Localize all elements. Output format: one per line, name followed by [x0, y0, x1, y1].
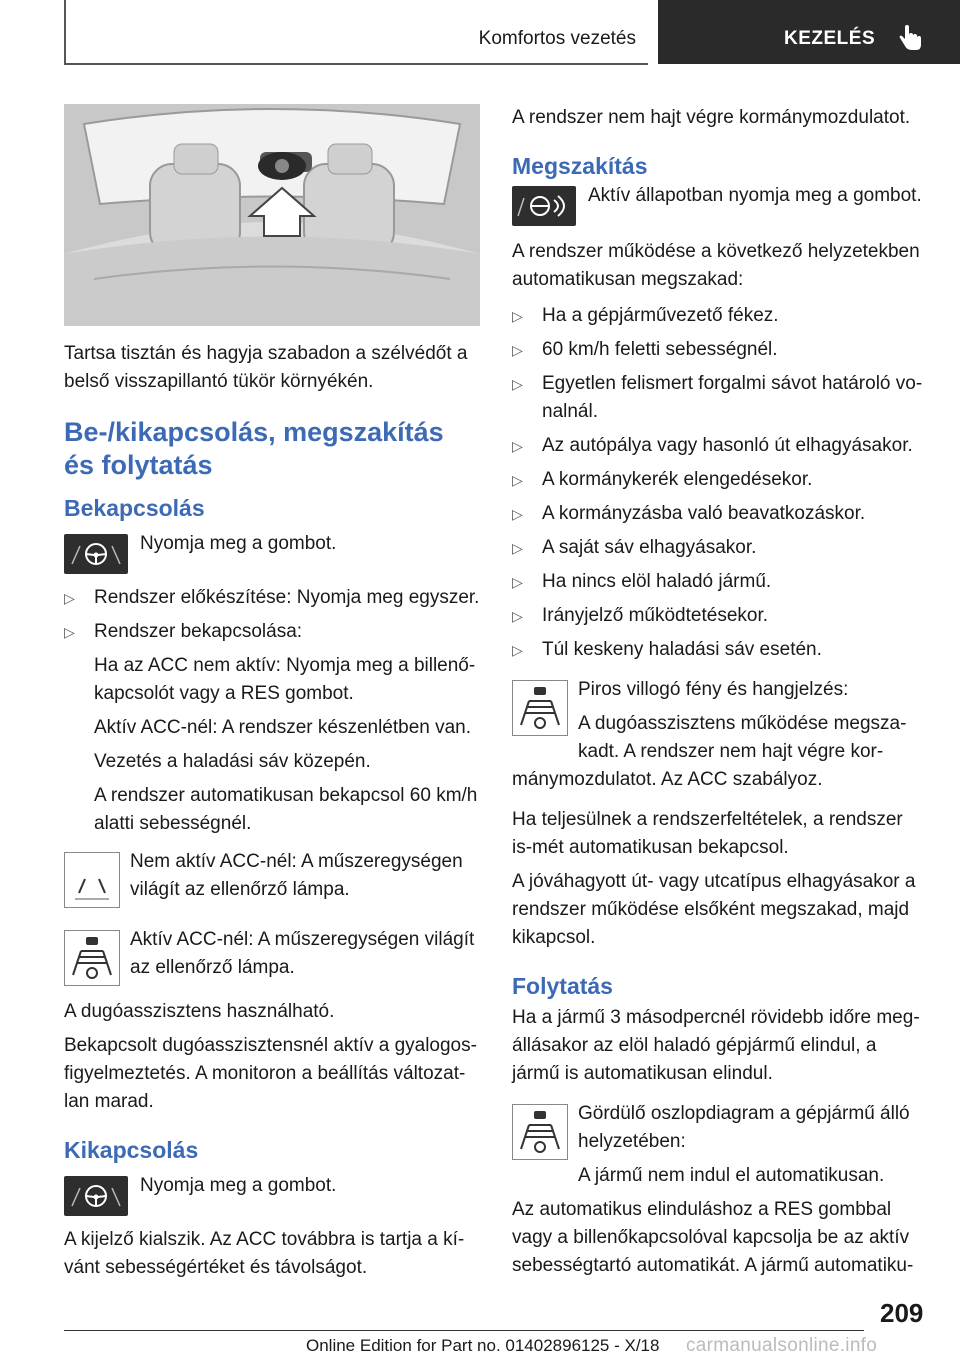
edition-note: Online Edition for Part no. 01402896125 - X/18 — [306, 1336, 660, 1355]
sub-item: A rendszer automatikusan bekapcsol 60 km/h alatti sebességnél. — [94, 785, 478, 834]
kikapcsolas-button-para — [64, 1172, 480, 1218]
folytatas-indicator-text-1: Gördülő oszlopdiagram a gépjármű álló helyzetében: — [578, 1103, 910, 1152]
indicator-active-para — [64, 926, 480, 990]
paragraph: Az automatikus elinduláshoz a RES gombbal vagy a billenőkapcsolóval kapcsolja be az aktív sebességtartó automatikát. A jármű automatiku- — [512, 1199, 914, 1276]
traffic-jam-assistant-icon — [512, 1104, 568, 1160]
paragraph: A dugóasszisztens használható. — [64, 1001, 335, 1022]
list-item: ▷ Ha nincs elöl haladó jármű. — [512, 571, 772, 592]
steering-wheel-button-icon — [64, 534, 128, 574]
warning-text-2: A dugóasszisztens működése megsza-kadt. A rendszer nem hajt végre kor- — [578, 713, 907, 762]
paragraph: A rendszer működése a következő helyzetekben automatikusan megszakad: — [512, 241, 920, 290]
megszakitas-list — [512, 302, 928, 664]
megszakitas-button-text: Aktív állapotban nyomja meg a gombot. — [588, 185, 922, 206]
list-item: ▷ Ha a gépjárművezető fékez. — [512, 305, 779, 326]
indicator-inactive-para — [64, 848, 480, 912]
traffic-jam-assistant-icon — [512, 680, 568, 736]
list-item: ▷ Túl keskeny haladási sáv esetén. — [512, 639, 822, 660]
indicator-inactive-text: Nem aktív ACC-nél: A műszeregységen világít az ellenőrző lámpa. — [130, 851, 463, 900]
sub-item: Vezetés a haladási sáv közepén. — [94, 751, 371, 772]
list-item: ▷ 60 km/h feletti sebességnél. — [512, 339, 778, 360]
warning-para — [512, 676, 928, 794]
section-heading: Be-/kikapcsolás, megszakítás és folytatás — [64, 417, 444, 480]
folytatas-indicator-para — [512, 1100, 928, 1190]
list-item: ▷ A kormányzásba való beavatkozáskor. — [512, 503, 866, 524]
paragraph: Ha a jármű 3 másodpercnél rövidebb időre meg-állásakor az elöl haladó gépjármű elindul, a jármű is automatikusan elindul. — [512, 1007, 920, 1084]
paragraph: A jóváhagyott út- vagy utcatípus elhagyásakor a rendszer működése elsőként megszakad, majd kikapcsol. — [512, 871, 916, 948]
paragraph: Bekapcsolt dugóasszisztensnél aktív a gyalogos-figyelmeztetés. A monitoron a beállítás változat-lan marad. — [64, 1035, 477, 1112]
list-item: ▷ Rendszer bekapcsolása: — [64, 621, 303, 642]
indicator-active-text: Aktív ACC-nél: A műszeregységen világít az ellenőrző lámpa. — [130, 929, 475, 978]
car-interior-illustration — [64, 104, 480, 326]
right-column — [512, 104, 928, 1280]
folytatas-indicator-text-2: A jármű nem indul el automatikusan. — [578, 1165, 885, 1186]
sub-item: Ha az ACC nem aktív: Nyomja meg a billenő-kapcsolót vagy a RES gombot. — [94, 655, 476, 704]
heading-folytatas: Folytatás — [512, 973, 613, 999]
bekapcsolas-button-para — [64, 530, 480, 576]
megszakitas-button-para — [512, 182, 928, 228]
steering-wheel-hands-button-icon — [512, 186, 576, 226]
watermark: carmanualsonline.info — [686, 1335, 878, 1356]
windshield-photo — [64, 104, 480, 326]
list-item: ▷ Egyetlen felismert forgalmi sávot határoló vo-nalnál. — [512, 373, 923, 422]
hand-pointer-icon — [896, 24, 924, 52]
section-title: Komfortos vezetés — [478, 28, 636, 49]
header-rule-left — [64, 0, 66, 64]
list-item: ▷ A saját sáv elhagyásakor. — [512, 537, 757, 558]
image-caption: Tartsa tisztán és hagyja szabadon a szélvédőt a belső visszapillantó tükör környékén. — [64, 343, 468, 392]
chapter-tab — [658, 0, 960, 64]
chapter-tab-label: KEZELÉS — [784, 28, 876, 49]
traffic-jam-assistant-icon — [64, 930, 120, 986]
paragraph: A kijelző kialszik. Az ACC továbbra is tartja a kí-vánt sebességértéket és távolságot. — [64, 1229, 465, 1278]
footer-rule — [64, 1330, 864, 1331]
list-item: ▷ Irányjelző működtetésekor. — [512, 605, 769, 626]
warning-text-3: mánymozdulatot. Az ACC szabályoz. — [512, 769, 823, 790]
header-rule-bottom — [64, 63, 648, 65]
left-column — [64, 104, 480, 1282]
sub-item: Aktív ACC-nél: A rendszer készenlétben van. — [94, 717, 472, 738]
paragraph: Ha teljesülnek a rendszerfeltételek, a rendszer is-mét automatikusan bekapcsol. — [512, 809, 903, 858]
page-number: 209 — [880, 1298, 924, 1328]
heading-kikapcsolas: Kikapcsolás — [64, 1137, 199, 1163]
lane-lines-grey-icon — [64, 852, 120, 908]
bekapcsolas-list — [64, 584, 480, 646]
paragraph: A rendszer nem hajt végre kormánymozdulatot. — [512, 107, 911, 128]
heading-megszakitas: Megszakítás — [512, 153, 648, 179]
bekapcsolas-button-text: Nyomja meg a gombot. — [140, 533, 337, 554]
steering-wheel-button-icon — [64, 1176, 128, 1216]
list-item: ▷ Rendszer előkészítése: Nyomja meg egyszer. — [64, 587, 480, 608]
kikapcsolas-button-text: Nyomja meg a gombot. — [140, 1175, 337, 1196]
list-item: ▷ Az autópálya vagy hasonló út elhagyásakor. — [512, 435, 913, 456]
list-item: ▷ A kormánykerék elengedésekor. — [512, 469, 813, 490]
heading-bekapcsolas: Bekapcsolás — [64, 495, 205, 521]
bekapcsolas-sublist — [64, 652, 480, 838]
warning-text-1: Piros villogó fény és hangjelzés: — [578, 679, 849, 700]
